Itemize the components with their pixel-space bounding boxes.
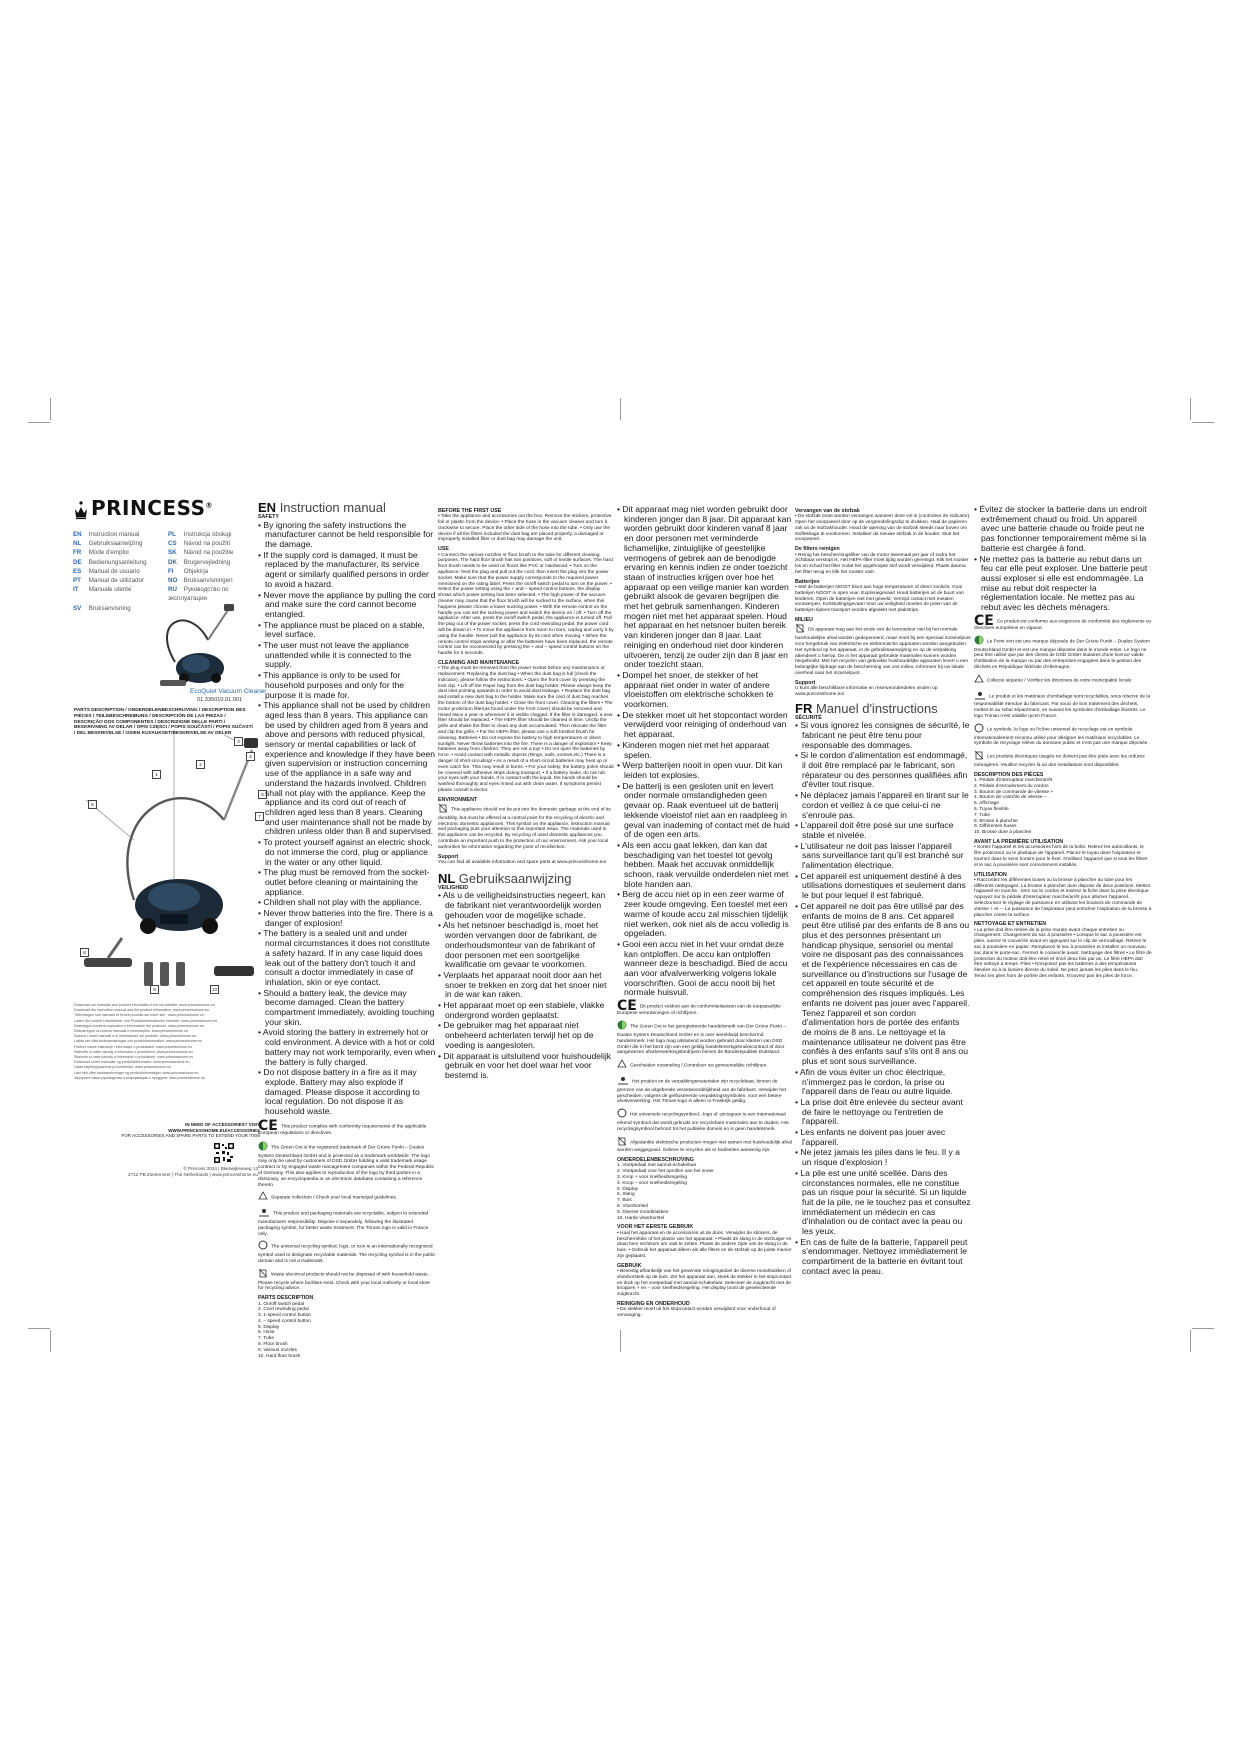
part-number: 3. — [617, 1175, 623, 1181]
part-label: Affichage — [979, 801, 999, 807]
download-line: Pobierz nasze instrukcje i informacje o produktach: www.princesshome.eu — [74, 1044, 193, 1049]
part-label: Display — [263, 1324, 280, 1330]
safety-bullet: • L'utilisateur ne doit pas laisser l'appareil sans surveillance tant qu'il est branché sur l'alimentation électrique. — [795, 840, 964, 871]
part-number: 9. — [258, 1347, 264, 1353]
part-label: Bouton de contrôle de vitesse – — [979, 795, 1047, 801]
callout-number: 8 — [80, 948, 89, 957]
crop-mark — [28, 422, 50, 423]
language-label: Manual de usuario — [88, 567, 140, 575]
safety-bullet: • De stekker moet uit het stopcontact worden verwijderd voor reiniging of onderhoud van het apparaat. — [617, 709, 788, 740]
part-label: Hose — [263, 1330, 275, 1336]
brand-name: PRINCESS — [91, 496, 206, 520]
part-number: 9. — [974, 824, 980, 830]
vacuum-image-small — [130, 600, 240, 688]
part-label: Pédale d'interrupteur marche/arrêt — [979, 778, 1053, 784]
part-label: Knop + voor snelheidsregeling — [622, 1175, 688, 1181]
part-label: – speed control button — [263, 1318, 311, 1324]
part-number: 10. — [974, 830, 983, 836]
recycle-icon — [258, 1240, 268, 1253]
language-code: NO — [168, 577, 178, 585]
part-number: 4. — [974, 795, 980, 801]
safety-bullet: • L'appareil doit être posé sur une surface stable et nivelée. — [795, 820, 954, 840]
crop-mark — [50, 398, 51, 420]
language-code: ES — [73, 567, 82, 575]
safety-bullet: • By ignoring the safety instructions the manufacturer cannot be held responsible for the damage. — [258, 519, 434, 549]
language-code: FI — [168, 567, 174, 575]
language-code: NL — [73, 540, 82, 548]
download-line: Download vores manualer og produktinformation: www.princesshome.eu — [74, 1060, 190, 1065]
safety-bullet: • En cas de fuite de la batterie, l'appareil peut s'endommager. Nettoyez immédiatement le compartiment de la batterie en évitant tout contact avec la peau. — [795, 1236, 968, 1276]
column-en-use: BEFORE THE FIRST USE • Take the appliance and accessories out the box. Remove the stickers, protective foil or plastic from the device. • Place the hose in the vacuum cleaner and turn it clockwise to secure. Place the other side of the hose into the tube. • Only use the device if all the filters included the dust bag are placed properly, a damaged or improperly installed filter or dust bag may damage the unit. USE • Connect the various nozzles or floor brush to the tube for different cleaning purposes. The hard floor brush has two positions, soft or textile surfaces. The hard floor brush needs to be used on floors like PVC or Hardwood. • Turn on the appliance: feed the plug and pull out the cord, then insert the plug into the power socket. Make sure that the power supply corresponds to the required power mentioned on the rating label. Press the on/off switch pedal to turn on the power. • Select the power setting using the + and – speed control buttons, the display shows which power setting has been selected. • The high power of the vacuum cleaner may cause that the floor brush will be sucked to the surface, when this happens please choose a lower sucking power. • With the remote control on the handle you can set the sucking power and switch the device on / off. • Turn off the appliance: After use, press the on/off switch pedal, the appliance is turned off. Pull the plug out of the power socket, press the cord rewinding pedal, the power cord will be drawn in. • To move the appliance from room to room, unplug and carry it by using the handle. Never pull the appliance by its cord when moving. • When the remote control stops working or after the batteries have been replaced, the remote control can be reconnected by pressing the + and – speed control buttons on the handle for 5 seconds. CLEANING AND MAINTENANCE • The plug must be removed from the power socket before any maintenance or replacement. Replacing the dust bag • When the dust bag is full (check the indicator), please follow the instructions: • Open the front cover by pressing the lock clip. • Lift off the Paper bag from the dust bag holder. Please always keep the dust inlet pointing upwards in order to avoid dust leakage. • Replace the dust bag and install a new dust bag to the holder. Make sure the card of dust bag reaches the bottom of the dust bag holder. • Close the front cover. Cleaning the filters • The motor protection filter(as found under the front cover) should be removed and rinsed twice a year or whenever it is visible clogged. If the filter is damaged, a new filter should be replaced. • The HEPA filter should be cleaned in time. Unclip the grille and shake the filter to clean any dust accumulated. Then relocate the filter and clip the grille. • For the HEPA filter, please use a soft bristled brush for cleaning. Batteries • Do not expose the battery to high temperatures or direct sunlight. Never throw batteries into the fire. There is a danger of explosion! • Keep batteries away from children. They are not a toy! • Do not open the batteries by force. • Avoid contact with metallic objects (Rings, nails, screws etc.) There is a danger of short-circuiting! • As a result of a short-circuit batteries may heat up or even catch fire. This may result in burns. • For your safety, the battery poles should be covered with adhesive strips during transport. • If a battery leaks, do not rub your eyes with your hands. If in contact with the liquid, the hands should be washed thoroughly and eyes rinsed out with clean water. If symptoms persist please consult a doctor. ENVIRONMENT This appliance should not be put into the domestic garbage at the end of its durability, but must be offered at a central point for the recycling of electric and electronic domestic appliances. This symbol on the appliance, instruction manual and packaging puts your attention to this important issue. The materials used in this appliance can be recycled. By recycling of used domestic appliances you contribute an important push to the protection of our environment. Ask your local authorities for information regarding the point of recollection. Support You can find all available information and spare parts at www.princesshome.eu! NL Gebruiksaanwijzing VEILIGHEID • Als u de veiligheidsinstructies negeert, kan de fabrikant niet verantwoordelijk worden gehouden voor de mogelijke schade. • Als het netsnoer beschadigd is, moet het worden vervangen door de fabrikant, de onderhoudsmonteur van de fabrikant of door personen met een soortgelijke kwalificatie om gevaar te voorkomen. • Verplaats het apparaat nooit door aan het snoer te trekken en zorg dat het snoer niet in de war kan raken. • Het apparaat moet op een stabiele, vlakke ondergrond worden geplaatst. • De gebruiker mag het apparaat niet onbeheerd achterlaten terwijl het op de voeding is aangesloten. • Dit apparaat is uitsluitend voor huishoudelijk gebruik en voor het doel waar het voor bestemd is. — [438, 508, 614, 1080]
qr-code-icon — [213, 1142, 235, 1164]
safety-bullet: • Ne jetez jamais les piles dans le feu. Il y a un risque d'explosion ! — [795, 1147, 960, 1168]
part-item — [974, 830, 1152, 836]
part-number: 1. — [617, 1163, 623, 1169]
part-number: 9. — [617, 1209, 623, 1215]
section-title-fr: FR Manuel d'instructions — [795, 700, 938, 716]
crop-mark — [1192, 422, 1214, 423]
safety-bullet: • Afin de vous éviter un choc électrique, n'immergez pas le cordon, la prise ou l'appareil dans de l'eau ou autre liquide. — [795, 1066, 953, 1097]
download-line: Descargue nuestros manuales e información del producto: www.princesshome.eu — [74, 1023, 205, 1028]
product-name: EcoQuiet Vacuum Cleaner — [190, 688, 267, 695]
collection-icon — [974, 674, 984, 687]
collection-icon — [258, 1191, 268, 1204]
safety-bullet: • The appliance must be placed on a stable, level surface. — [258, 619, 425, 640]
product-code: 01.335010.01.001 — [197, 697, 243, 703]
part-number: 8. — [617, 1204, 623, 1210]
part-item — [617, 1216, 792, 1222]
language-item — [168, 548, 263, 557]
safety-bullet: • The plug must be removed from the socket-outlet before cleaning or maintaining the appliance. — [258, 867, 430, 897]
safety-bullet: • Ne déplacez jamais l'appareil en tirant sur le cordon et veillez à ce que celui-ci ne s'enroule pas. — [795, 790, 969, 820]
part-number: 3. — [974, 789, 980, 795]
part-label: Vloerborstel — [622, 1204, 648, 1210]
safety-bullet: • De gebruiker mag het apparaat niet onbeheerd achterlaten terwijl het op de voeding is aangesloten. — [438, 1020, 594, 1050]
language-item — [73, 558, 168, 567]
part-label: Diverse mondstukken — [622, 1209, 669, 1215]
callout-number: 10 — [211, 987, 217, 992]
download-line: Descarregue os nossos manuais e informações: www.princesshome.eu — [74, 1029, 188, 1034]
safety-bullet: • Never move the appliance by pulling the cord and make sure the cord cannot become entangled. — [258, 589, 436, 619]
safety-bullet: • Si le cordon d'alimentation est endommagé, il doit être remplacé par le fabricant, son réparateur ou des personnes qualifiées afin d'éviter tout risque. — [795, 750, 968, 790]
column-fr: • Évitez de stocker la batterie dans un endroit extrêmement chaud ou froid. Un appareil avec une batterie chaude ou froide peut ne pas fonctionner temporairement même si la batterie est chargée à fond. • Ne mettez pas la batterie au rebut dans un feu car elle peut exploser. Une batterie peut aussi exploser si elle est endommagée. La mise au rebut doit respecter la réglementation locale. Ne mettez pas au rebut avec les déchets ménagers. CE Ce produit est conforme aux exigences de conformité des règlements ou directives européens en vigueur. Le Point vert est une marque déposée de Der Grüne Punkt – Duales System Deutschland GmbH et est une marque déposée dans le monde entier. Le logo ne peut être utilisé que par des clients de DSD GmbH titulaires d'une licence valide d'utilisation de la marque ou par des entreprises engagées dans la gestion des déchets en République fédérale d'Allemagne. Collecte séparée / Vérifiez les directives de votre municipalité locale. Le produit et les matériaux d'emballage sont recyclables, sous réserve de la responsabilité étendue du fabricant. Par souci de bon traitement des déchets, mettez-le au rebut séparément, en suivant les symboles d'emballage illustrés. Le logo Triman n'est valable qu'en France. Le symbole, le logo ou l'icône universel de recyclage est un symbole internationalement reconnu utilisé pour désigner les matériaux recyclables. Le symbole de recyclage relève du domaine public et n'est pas une marque déposée. Les produits électriques usagés ne doivent pas être jetés avec les ordures ménagères. Veuillez recycler là où des installations sont disponibles. DESCRIPTION DES PIÈCES 1. Pédale d'interrupteur marche/arrêt 2. Pédale d'enroulement du cordon 3. Bouton de commande de vitesse + 4. Bouton de contrôle de vitesse – 5. Affichage 6. Tuyau flexible 7. Tube 8. Brosse à plancher 9. Différentes buses 10. Brosse dure à plancher AVANT LA PREMIÈRE UTILISATION • Sortez l'appareil et les accessoires hors de la boîte. Retirez les autocollants, le film protecteur ou le plastique de l'appareil. Placez le tuyau dans l'aspirateur et tournez dans le sens horaire pour le fixer. N'utilisez l'appareil que si tous les filtres et le sac à poussière sont correctement installés. UTILISATION • Raccordez les différentes buses ou la brosse à plancher au tube pour les différents nettoyages. La brosse à plancher dure dispose de deux positions. Mettez l'appareil en marche : tirez sur le cordon et insérez la fiche dans la prise électrique. Appuyez sur la pédale d'interrupteur marche/arrêt pour allumer l'appareil. Sélectionnez le réglage de puissance en utilisant les boutons de commande de vitesse + et –. La puissance de l'aspirateur peut entraîner l'aspiration de la brosse à plancher contre la surface. NETTOYAGE ET ENTRETIEN • La prise doit être retirée de la prise murale avant chaque entretien ou changement. Changement du sac à poussière • Lorsque le sac à poussière est plein, ouvrez le couvercle avant en appuyant sur le clip de verrouillage. Retirez le sac à poussière en papier. Remplacez le sac à poussière et installez un nouveau sac dans le porte-sac. Fermez le couvercle avant. Nettoyage des filtres • Le filtre de protection du moteur doit être retiré et rincé deux fois par an. Le filtre HEPA doit être nettoyé à temps. Piles • N'exposez pas les batteries à des températures élevées ou à la lumière directe du soleil. Ne jetez jamais les piles dans le feu. Tenez les piles hors de portée des enfants. N'ouvrez pas les piles de force. — [974, 504, 1152, 980]
part-label: Floor brush — [263, 1342, 288, 1348]
part-number: 6. — [258, 1330, 264, 1336]
section-title-nl: NL Gebruiksaanwijzing — [438, 870, 572, 886]
part-label: On/off switch pedal — [263, 1301, 305, 1307]
safety-bullet: • If the supply cord is damaged, it must be replaced by the manufacturer, its service agent or similarly qualified persons in order to avoid a hazard. — [258, 549, 429, 589]
green-dot-icon — [617, 1020, 627, 1033]
recycle-icon — [974, 723, 984, 736]
part-number: 1. — [974, 778, 980, 784]
crown-icon — [74, 500, 88, 520]
part-number: 4. — [258, 1318, 264, 1324]
language-item — [168, 576, 263, 585]
part-number: 4. — [617, 1180, 623, 1186]
safety-bullet: • De batterij is een gesloten unit en levert onder normale omstandigheden geen gevaar op. Raak eventueel uit de batterij lekkende vloeistof niet aan en raadpleeg in geval van inademing of contact met de huid of de ogen een arts. — [617, 780, 790, 840]
part-number: 10. — [617, 1215, 626, 1221]
download-line: Laden Sie unsere Handbücher und Produktinformationen herunter: www.princesshome.eu — [74, 1018, 218, 1023]
language-code: DE — [73, 558, 82, 566]
callout-number: 4 — [246, 752, 255, 761]
language-label: Mode d'emploi — [88, 549, 129, 557]
safety-bullet: • La prise doit être enlevée du secteur avant de faire le nettoyage ou l'entretien de l'appareil. — [795, 1096, 963, 1127]
language-code: CS — [168, 540, 177, 548]
safety-bullet: • Verplaats het apparaat nooit door aan het snoer te trekken en zorg dat het snoer niet in de war kan raken. — [438, 969, 607, 1000]
part-number: 2. — [617, 1169, 623, 1175]
part-label: Brosse à plancher — [979, 818, 1019, 824]
crop-mark — [1192, 1328, 1214, 1329]
part-item — [258, 1354, 436, 1360]
language-code: FR — [73, 549, 82, 557]
safety-bullet: • Never throw batteries into the fire. There is a danger of explosion! — [258, 908, 433, 928]
weee-bin-icon — [258, 1268, 268, 1281]
part-label: Bouton de commande de vitesse + — [979, 789, 1054, 795]
accessories-info: IN NEED OF ACCESSORIES? VISIT WWW.PRINCESSHOME.EU/ACCESSORIES FOR ACCESSORIES AND SPARE PARTS TO EXTEND YOUR ITEM — [121, 1122, 260, 1139]
part-label: Pédale d'enroulement du cordon — [979, 783, 1049, 789]
language-item — [73, 576, 168, 585]
download-line: Ladda ner våra bruksanvisningar och produktinformation: www.princesshome.eu — [74, 1039, 202, 1044]
green-dot-icon — [258, 1141, 268, 1154]
part-number: 5. — [617, 1186, 623, 1192]
part-number: 5. — [974, 801, 980, 807]
part-label: Tube — [979, 812, 991, 818]
part-number: 8. — [258, 1342, 264, 1348]
triman-icon — [617, 1075, 629, 1088]
safety-bullet: • Cet appareil est uniquement destiné à des utilisations domestiques et seulement dans le but pour lequel il est fabriqué. — [795, 870, 966, 901]
part-number: 6. — [617, 1192, 623, 1198]
safety-bullet: • Children shall not play with the appliance. — [258, 897, 422, 908]
column-nl-fr: Vervangen van de stofzak • De stofzak moet worden vervangen wanneer deze vol is (controleer de indicator). Open het voorpaneel door op de vergrendelingsclip te drukken. Haal de papieren zak uit de stofzakhouder. Houd de opening van de stofzak steeds naar boven om stoflekkage te voorkomen. Installeer de nieuwe stofzak in de houder. Sluit het voorpaneel. De filters reinigen • Reinig het beschermingsfilter van de motor tweemaal per jaar of zodra het zichtbaar verstopt is. Het HEPA-filter moet tijdig worden gereinigd. Klik het rooster los en schud het filter zodat het opgehoopte stof wordt verwijderd. Plaats daarna het filter terug en klik het rooster vast. Batterijen • Stel de batterijen NOOIT bloot aan hoge temperaturen of direct zonlicht. Gooi batterijen NOOIT in open vuur. Explosiegevaar! Houd batterijen uit de buurt van kinderen. Open de batterijen niet met geweld. Vermijd contact met metalen voorwerpen. Kortsluitingsgevaar! Voor uw veiligheid moeten de polen van de batterijen tijdens transport worden afgedekt met plakstrips. MILIEU Dit apparaat mag aan het einde van de levensduur niet bij het normale huishoudelijke afval worden gedeponeerd, maar moet bij een speciaal inzamelpunt voor hergebruik van elektrische en elektronische apparaten worden aangeboden. Het symbool op het apparaat, in de gebruiksaanwijzing en op de verpakking attendeert u hierop. De in het apparaat gebruikte materialen kunnen worden hergebruikt. Met het recyclen van gebruikte huishoudelijke apparaten levert u een belangrijke bijdrage aan de bescherming van ons milieu. Informeer bij uw lokale overheid naar het inzamelpunt. Support U kunt alle beschikbare informatie en reserveonderdelen vinden op www.princesshome.eu! FR Manuel d'instructions SÉCURITÉ • Si vous ignorez les consignes de sécurité, le fabricant ne peut être tenu pour responsable des dommages. • Si le cordon d'alimentation est endommagé, il doit être remplacé par le fabricant, son réparateur ou des personnes qualifiées afin d'éviter tout risque. • Ne déplacez jamais l'appareil en tirant sur le cordon et veillez à ce que celui-ci ne s'enroule pas. • L'appareil doit être posé sur une surface stable et nivelée. • L'utilisateur ne doit pas laisser l'appareil sans surveillance tant qu'il est branché sur l'alimentation électrique. • Cet appareil est uniquement destiné à des utilisations domestiques et seulement dans le but pour lequel il est fabriqué. • Cet appareil ne doit pas être utilisé par des enfants de moins de 8 ans. Cet appareil peut être utilisé par des enfants de 8 ans ou plus et des personnes présentant un handicap physique, sensoriel ou mental voire ne disposant pas des connaissances et de l'expérience nécessaires en cas de surveillance ou d'instructions sur l'usage de cet appareil en toute sécurité et de compréhension des risques impliqués. Les enfants ne doivent pas jouer avec l'appareil. Tenez l'appareil et son cordon d'alimentation hors de portée des enfants de moins de 8 ans. Le nettoyage et la maintenance utilisateur ne doivent pas être confiés à des enfants sauf s'ils ont 8 ans ou plus et sont sous surveillance. • Afin de vous éviter un choc électrique, n'immergez pas le cordon, la prise ou l'appareil dans de l'eau ou autre liquide. • La prise doit être enlevée du secteur avant de faire le nettoyage ou l'entretien de l'appareil. • Les enfants ne doivent pas jouer avec l'appareil. • Ne jetez jamais les piles dans le feu. Il y a un risque d'explosion ! • La pile est une unité scellée. Dans des circonstances normales, elle ne constitue pas un risque pour la sécurité. Si un liquide fuit de la pile, ne le touchez pas et consultez immédiatement un médecin en cas d'inhalation ou de contact avec la peau ou les yeux. • En cas de fuite de la batterie, l'appareil peut s'endommager. Nettoyez immédiatement le compartiment de la batterie en évitant tout contact avec la peau. — [795, 508, 971, 1276]
safety-bullet: • Berg de accu niet op in een zeer warme of zeer koude omgeving. Een toestel met een warme of koude accu zal misschien tijdelijk niet werken, ook niet als de accu volledig is opgeladen. — [617, 889, 789, 939]
language-code: EN — [73, 531, 82, 538]
part-label: Hard floor brush — [266, 1353, 301, 1359]
weee-bin-icon — [617, 1136, 627, 1149]
language-label: Руководство по эксплуатации — [168, 586, 229, 603]
part-number: 3. — [258, 1313, 264, 1319]
safety-bullet: • Als een accu gaat lekken, dan kan dat beschadiging van het toestel tot gevolg hebben. Maak het accuvak onmiddellijk schoon, raak vervuilde onderdelen niet met blote handen aan. — [617, 839, 789, 889]
crop-mark — [28, 1328, 50, 1329]
part-number: 7. — [258, 1336, 264, 1342]
parts-description-heading: PARTS DESCRIPTION / ONDERDELENBESCHRIJVING / DESCRIPTION DES PIÈCES / TEILEBESCHREIBUNG / DESCRIPCIÓN DE LAS PIEZAS / DESCRIÇÃO DOS COMPONENTES / DESCRIZIONE DELLE PARTI / BESKRIVNING AV DELAR / OPIS CZĘŚCI / POPIS SOUČÁSTÍ / POPIS SÚČASTÍ / DEL BESKRIVELSE / OSIEN KUVAUKSET/BESKRIVELSE AV DELER — [74, 708, 253, 737]
part-label: Various nozzles — [263, 1347, 297, 1353]
part-label: Voetpedaal met aan/uit-schakelaar — [622, 1163, 697, 1169]
language-label: Bruksanvisning — [88, 604, 131, 612]
safety-bullet: • The battery is a sealed unit and under normal circumstances it does not constitute a safety hazard. If in any case liquid does leak out of the battery don't touch it and consult a doctor immediately in case of inhalation, skin or eye contact. — [258, 928, 430, 987]
column-nl: • Dit apparaat mag niet worden gebruikt door kinderen jonger dan 8 jaar. Dit apparaat kan worden gebruikt door kinderen vanaf 8 jaar en door personen met verminderde lichamelijke, zintuiglijke of geestelijke vermogens of gebrek aan de benodigde ervaring en kennis indien ze onder toezicht staan of instructies krijgen over hoe het apparaat op een veilige manier kan worden gebruikt alsook de gevaren begrijpen die met het gebruik samenhangen. Kinderen mogen niet met het apparaat spelen. Houd het apparaat en het netsnoer buiten bereik van kinderen jonger dan 8 jaar. Laat reiniging en onderhoud niet door kinderen uitvoeren, tenzij ze ouder zijn dan 8 jaar en onder toezicht staan. • Dompel het snoer, de stekker of het apparaat niet onder in water of andere vloeistoffen om elektrische schokken te voorkomen. • De stekker moet uit het stopcontact worden verwijderd voor reiniging of onderhoud van het apparaat. • Kinderen mogen niet met het apparaat spelen. • Werp batterijen nooit in open vuur. Dit kan leiden tot explosies. • De batterij is een gesloten unit en levert onder normale omstandigheden geen gevaar op. Raak eventueel uit de batterij lekkende vloeistof niet aan en raadpleeg in geval van inademing of contact met de huid of de ogen een arts. • Als een accu gaat lekken, dan kan dat beschadiging van het toestel tot gevolg hebben. Maak het accuvak onmiddellijk schoon, raak vervuilde onderdelen niet met blote handen aan. • Berg de accu niet op in een zeer warme of zeer koude omgeving. Een toestel met een warme of koude accu zal misschien tijdelijk niet werken, ook niet als de accu volledig is opgeladen. • Gooi een accu niet in het vuur omdat deze kan ontploffen. De accu kan ontploffen wanneer deze is beschadigd. Bied de accu aan voor afvalverwerking volgens lokale voorschriften. Gooi de accu nooit bij het normale huisvuil. CE Dit product voldoet aan de conformiteitseisen van de toepasselijke Europese verordeningen of richtlijnen. The Green Dot is het geregistreerde handelsmerk van Der Grüne Punkt – Duales System Deutschland GmbH en is over wereldwijd beschermd handelsmerk. Het logo mag uitsluitend worden gebruikt door klanten van DSD GmbH die in het bezit zijn van een geldig handelsmerkgebruikscontract of door aangewezen afvalverwerkingsbedrijven binnen de Bondsrepubliek Duitsland. Gescheiden inzameling / Controleer uw gemeentelijke richtlijnen. Het product en de verpakkingsmaterialen zijn recyclebaar, binnen de grenzen van de uitgebreide verantwoordelijkheid van de fabrikant. Verwijder het gescheiden, volgens de geïllustreerde verpakkingssymbolen, voor een betere afvalverwerking. Het Triman-logo is alleen in Frankrijk geldig. Het universele recyclingsymbool, -logo of -pictogram is een internationaal erkend symbool dat wordt gebruikt om recyclebare materialen aan te duiden. Het recyclingsymbool behoort tot het publieke domein en is geen handelsmerk. Afgedankte elektrische producten mogen niet samen met huishoudelijk afval worden weggegooid. Gelieve te recyclen als er faciliteiten aanwezig zijn. ONDERDELENBESCHRIJVING 1. Voetpedaal met aan/uit-schakelaar 2. Voetpedaal voor het oprollen van het snoer 3. Knop + voor snelheidsregeling 4. Knop – voor snelheidsregeling 5. Display 6. Slang 7. Buis 8. Vloerborstel 9. Diverse mondstukken 10. Harde vloerborstel VOOR HET EERSTE GEBRUIK • Haal het apparaat en de accessoires uit de doos. Verwijder de stickers, de beschermfolie of het plastic van het apparaat. • Plaats de slang in de stofzuiger en draai hem rechtsom om vast te zetten. Plaats de andere zijde van de slang in de buis. • Gebruik het apparaat alleen als alle filters en de stofzak op de juiste manier zijn geplaatst. GEBRUIK • Bevestig afhankelijk van het gewenste reinigingsdoel de diverse mondstukken of vloerborstels op de buis. Zet het apparaat aan, steek de stekker in het stopcontact en druk op het voetpedaal met aan/uit-schakelaar. Selecteer de zuigkracht met de knoppen + en – voor snelheidsregeling. Het display toont de geselecteerde zuigkracht. REINIGING EN ONDERHOUD • De stekker moet uit het stopcontact worden verwijderd voor onderhoud of vervanging. — [617, 504, 792, 1319]
safety-bullet: • The user must not leave the appliance unattended while it is connected to the supply. — [258, 640, 412, 670]
part-label: Voetpedaal voor het oprollen van het snoer — [622, 1169, 714, 1175]
safety-bullet: • Werp batterijen nooit in open vuur. Dit kan leiden tot explosies. — [617, 760, 783, 780]
language-item — [73, 548, 168, 557]
language-label: Návod na použití — [183, 540, 231, 548]
safety-bullet: • Als u de veiligheidsinstructies negeert, kan de fabrikant niet verantwoordelijk worden gehouden voor de mogelijke schade. — [438, 890, 606, 920]
language-label: Gebruiksaanwijzing — [88, 540, 143, 548]
ce-notice: CE This product complies with conformity requirements of the applicable European regulations or directives. — [258, 1117, 427, 1137]
language-label: Manual de utilizador — [88, 577, 145, 585]
language-code: PL — [168, 531, 176, 538]
part-number: 5. — [258, 1324, 264, 1330]
download-line: Stiahnite si naše návody a informácie o produktoch: www.princesshome.eu — [74, 1055, 194, 1060]
part-number: 2. — [258, 1307, 264, 1313]
part-label: Slang — [622, 1192, 635, 1198]
download-line: Download our manuals and product information from our website: www.princesshome.eu — [74, 1003, 216, 1007]
parts-diagram — [74, 730, 264, 998]
safety-bullet: • Gooi een accu niet in het vuur omdat deze kan ontploffen. De accu kan ontploffen wanneer deze is beschadigd. Bied de accu aan voor afvalverwerking volgens lokale voorschriften. Gooi de accu nooit bij het normale huisvuil. — [617, 938, 788, 998]
safety-bullet: • Ne mettez pas la batterie au rebut dans un feu car elle peut exploser. Une batterie peut aussi exploser si elle est endommagée. La mise au rebut doit respecter la réglementation locale. Ne mettez pas au rebut avec les déchets ménagers. — [974, 553, 1148, 613]
download-line: Download the instruction manual and the product information: www.princesshome.eu — [74, 1008, 209, 1013]
language-code: DK — [168, 558, 177, 566]
language-item — [73, 567, 168, 576]
language-label: Návod na použitie — [183, 549, 234, 557]
language-code: IT — [73, 586, 79, 594]
language-label: Ohjekirja — [183, 567, 209, 575]
language-label: Manuale utente — [88, 586, 132, 594]
language-code: PT — [73, 577, 81, 585]
part-number: 7. — [617, 1198, 623, 1204]
part-number: 8. — [974, 818, 980, 824]
download-line: Lataa käyttöoppaamme ja tuotetiedot: www.princesshome.eu — [74, 1065, 172, 1070]
triman-icon — [974, 690, 986, 703]
callout-number: 9 — [150, 985, 159, 994]
callout-number: 2 — [196, 760, 205, 769]
part-number: 1. — [258, 1301, 264, 1307]
part-label: Knop – voor snelheidsregeling — [622, 1180, 687, 1186]
recycle-icon — [617, 1108, 627, 1121]
safety-bullet: • Avoid storing the battery in extremely hot or cold environment. A device with a hot or cold battery may not work temporarily, even when the battery is fully charged. — [258, 1027, 436, 1067]
callout-number: 3 — [234, 737, 243, 746]
safety-bullet: • Het apparaat moet op een stabiele, vlakke ondergrond worden geplaatst. — [438, 1000, 605, 1020]
language-item — [168, 530, 263, 539]
safety-bullet: • La pile est une unité scellée. Dans des circonstances normales, elle ne constitue pas un risque pour la sécurité. Si un liquide fuit de la pile, ne le touchez pas et consultez immédiatement un médecin en cas d'inhalation ou de contact avec la peau ou les yeux. — [795, 1167, 971, 1237]
green-dot-icon — [974, 635, 984, 648]
copyright: © Princess 2024 | Bleiswijkseweg 12 2712 PB Zoetermeer | The Netherlands | www.princesshome.eu — [128, 1166, 258, 1177]
section-title-en: EN Instruction manual — [258, 500, 386, 515]
language-item — [73, 539, 168, 548]
language-label: Bedienungsanleitung — [88, 558, 147, 566]
language-label: Brugervejledning — [183, 558, 231, 566]
part-label: Display — [622, 1186, 639, 1192]
download-line: Téléchargez nos manuels et fiches produits sur notre site : www.princesshome.eu — [74, 1013, 205, 1018]
safety-bullet: • This appliance shall not be used by children aged less than 8 years. This appliance can be used by children aged from 8 years and above and persons with reduced physical, sensory or mental capabilities or lack of experience and knowledge if they have been given supervision or instruction concerning use of the appliance in a safe way and understand the hazards involved. Children shall not play with the appliance. Keep the appliance and its cord out of reach of children aged less than 8 years. Cleaning and user maintenance shall not be made by children unless older than 8 and supervised. — [258, 700, 436, 837]
weee-bin-icon — [438, 803, 448, 816]
column-en-safety: EN Instruction manual SAFETY • By ignoring the safety instructions the manufacturer cannot be held responsible for the damage. • If the supply cord is damaged, it must be replaced by the manufacturer, its service agent or similarly qualified persons in order to avoid a hazard. • Never move the appliance by pulling the cord and make sure the cord cannot become entangled. • The appliance must be placed on a stable, level surface. • The user must not leave the appliance unattended while it is connected to the supply. • This appliance is only to be used for household purposes and only for the purpose it is made for. • This appliance shall not be used by children aged less than 8 years. This appliance can be used by children aged from 8 years and above and persons with reduced physical, sensory or mental capabilities or lack of experience and knowledge if they have been given supervision or instruction concerning use of the appliance in a safe way and understand the hazards involved. Children shall not play with the appliance. Keep the appliance and its cord out of reach of children aged less than 8 years. Cleaning and user maintenance shall not be made by children unless older than 8 and supervised. • To protect yourself against an electric shock, do not immerse the cord, plug or appliance in the water or any other liquid. • The plug must be removed from the socket-outlet before cleaning or maintaining the appliance. • Children shall not play with the appliance. • Never throw batteries into the fire. There is a danger of explosion! • The battery is a sealed unit and under normal circumstances it does not constitute a safety hazard. If in any case liquid does leak out of the battery don't touch it and consult a doctor immediately in case of inhalation, skin or eye contact. • Should a battery leak, the device may become damaged. Clean the battery compartment immediately, avoiding touching your skin. • Avoid storing the battery in extremely hot or cold environment. A device with a hot or cold battery may not work temporarily, even when the battery is fully charged. • Do not dispose battery in a fire as it may explode. Battery may also explode if damaged. Please dispose it according to local regulation. Do not dispose it as household waste. CE This product complies with conformity requirements of the applicable European regulations or directives. The Green Dot is the registered trademark of Der Grüne Punkt – Duales System Deutschland GmbH and is protected as a trademark worldwide. The logo may only be used by customers of DSD GmbH holding a valid trademark usage contract or by engaged waste management companies within the Federal Republic of Germany. This also applies to reproduction of the logo by third parties in a dictionary, an encyclopaedia or an electronic database containing a reference thereto. Separate collection / Check your local municipal guidelines. This product and packaging materials are recyclable, subject to extended manufacturer responsibility. Dispose it separately, following the illustrated packaging symbol, for better waste treatment. The Triman logo is valid in France only. The universal recycling symbol, logo, or icon is an internationally recognized symbol used to designate recyclable materials. The recycling symbol is in the public domain and is not a trademark. Waste electrical products should not be disposed of with household waste. Please recycle where facilities exist. Check with your local Authority or local store for recycling advice. PARTS DESCRIPTION 1. On/off switch pedal 2. Cord rewinding pedal 3. 1-speed control button 4. – speed control button 5. Display 6. Hose 7. Tube 8. Floor brush 9. Various nozzles 10. Hard floor brush — [258, 500, 436, 1359]
download-info — [74, 1003, 264, 1081]
safety-bullet: • Évitez de stocker la batterie dans un endroit extrêmement chaud ou froid. Un appareil avec une batterie chaude ou froide peut ne pas fonctionner temporairement même si la batterie est chargée à fond. — [974, 504, 1147, 553]
language-item — [168, 539, 263, 548]
crop-mark — [1190, 1330, 1191, 1352]
callout-number: 6 — [88, 800, 97, 809]
safety-bullet: • Dit apparaat is uitsluitend voor huishoudelijk gebruik en voor het doel waar het voor bestemd is. — [438, 1050, 612, 1080]
download-line: Stáhněte si naše návody a informace o produktech: www.princesshome.eu — [74, 1049, 193, 1054]
language-code: RU — [168, 586, 177, 594]
part-number: 6. — [974, 807, 980, 813]
language-code: SK — [168, 549, 177, 557]
language-label: Bruksanvisningen — [183, 577, 233, 585]
triman-icon — [258, 1207, 270, 1220]
part-label: Cord rewinding pedal — [263, 1307, 309, 1313]
part-label: Buis — [622, 1198, 632, 1204]
part-number: 10. — [258, 1353, 267, 1359]
part-label: Tube — [263, 1336, 275, 1342]
safety-bullet: • Als het netsnoer beschadigd is, moet het worden vervangen door de fabrikant, de onderhoudsmonteur van de fabrikant of door personen met een soortgelijke kwalificatie om gevaar te voorkomen. — [438, 920, 599, 970]
language-item — [168, 567, 263, 576]
safety-bullet: • Kinderen mogen niet met het apparaat spelen. — [617, 739, 770, 760]
crop-mark — [620, 1330, 621, 1352]
safety-bullet: • Do not dispose battery in a fire as it may explode. Battery may also explode if damaged. Please dispose it according to local regulation. Do not dispose it as household waste. — [258, 1067, 420, 1117]
safety-bullet: • To protect yourself against an electric shock, do not immerse the cord, plug or appliance in the water or any other liquid. — [258, 837, 433, 867]
part-number: 7. — [974, 812, 980, 818]
download-line: Загрузите наши руководства и информацию о продукте: www.princesshome.eu — [74, 1075, 206, 1080]
brand-logo: PRINCESS® — [74, 496, 213, 520]
weee-bin-icon — [974, 750, 984, 763]
safety-bullet: • Si vous ignorez les consignes de sécurité, le fabricant ne peut être tenu pour responsable des dommages. — [795, 720, 970, 750]
callout-number: 1 — [152, 770, 161, 779]
safety-bullet: • Should a battery leak, the device may become damaged. Clean the battery compartment immediately, avoiding touching your skin. — [258, 987, 435, 1027]
ce-mark-icon: CE — [617, 998, 637, 1015]
language-label: Instrukcja obsługi — [183, 531, 232, 538]
download-line: Last ned våre bruksanvisninger og produktinformasjon: www.princesshome.eu — [74, 1070, 199, 1075]
language-label: Instruction manual — [88, 531, 140, 538]
callout-number: 5 — [258, 790, 267, 799]
part-label: 1-speed control button — [263, 1313, 312, 1319]
ce-mark-icon: CE — [974, 612, 994, 629]
part-label: Harde vloerborstel — [625, 1215, 665, 1221]
part-number: 2. — [974, 783, 980, 789]
ce-mark-icon: CE — [258, 1117, 278, 1134]
safety-bullet: • Dit apparaat mag niet worden gebruikt door kinderen jonger dan 8 jaar. Dit apparaat kan worden gebruikt door kinderen vanaf 8 jaar en door personen met verminderde lichamelijke, zintuiglijke of geestelijke vermogens of gebrek aan de benodigde ervaring en kennis indien ze onder toezicht staan of instructies krijgen over hoe het apparaat op een veilige manier kan worden gebruikt alsook de gevaren begrijpen die met het gebruik samenhangen. Kinderen mogen niet met het apparaat spelen. Houd het apparaat en het netsnoer buiten bereik van kinderen jonger dan 8 jaar. Laat reiniging en onderhoud niet door kinderen uitvoeren, tenzij ze ouder zijn dan 8 jaar en onder toezicht staan. — [617, 504, 792, 670]
part-label: Tuyau flexible — [979, 807, 1009, 813]
collection-icon — [617, 1059, 627, 1072]
crop-mark — [1190, 398, 1191, 420]
callout-number: 7 — [255, 812, 264, 821]
safety-bullet: • Les enfants ne doivent pas jouer avec l'appareil. — [795, 1127, 946, 1147]
safety-bullet: • Cet appareil ne doit pas être utilisé par des enfants de moins de 8 ans. Cet appareil peut être utilisé par des enfants de 8 ans ou plus et des personnes présentant un handicap physique, sensoriel ou mental voire ne disposant pas des connaissances et de l'expérience nécessaires en cas de surveillance ou d'instructions sur l'usage de cet appareil en toute sécurité et de compréhension des risques impliqués. Les enfants ne doivent pas jouer avec l'appareil. Tenez l'appareil et son cordon d'alimentation hors de portée des enfants de moins de 8 ans. Le nettoyage et la maintenance utilisateur ne doivent pas être confiés à des enfants sauf s'ils ont 8 ans ou plus et sont sous surveillance. — [795, 900, 970, 1067]
safety-bullet: • Dompel het snoer, de stekker of het apparaat niet onder in water of andere vloeistoffen om elektrische schokken te voorkomen. — [617, 669, 774, 710]
language-code: SV — [73, 604, 82, 612]
part-label: Brosse dure à plancher — [982, 830, 1032, 836]
language-item — [168, 558, 263, 567]
part-label: Différentes buses — [979, 824, 1017, 830]
weee-bin-icon — [795, 623, 805, 636]
language-item — [73, 530, 168, 539]
safety-bullet: • This appliance is only to be used for household purposes and only for the purpose it is made for. — [258, 670, 405, 700]
crop-mark — [620, 398, 621, 420]
crop-mark — [50, 1330, 51, 1352]
download-line: Scarica i nostri manuali e le informazioni sul prodotto: www.princesshome.eu — [74, 1034, 197, 1039]
